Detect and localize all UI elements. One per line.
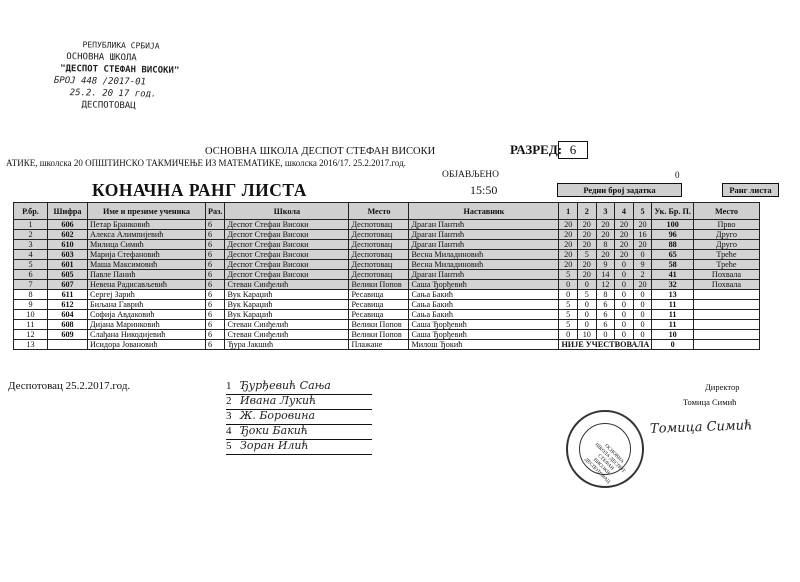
cell-school: Вук Караџић xyxy=(225,290,349,300)
cell-rank: Похвала xyxy=(693,280,759,290)
cell-rank: Друго xyxy=(693,230,759,240)
cell-teacher: Драган Пантић xyxy=(409,230,559,240)
cell-name: Алекса Алимпијевић xyxy=(88,230,206,240)
cell-total: 96 xyxy=(652,230,694,240)
cell-rank: Треће xyxy=(693,260,759,270)
signature-line xyxy=(226,380,372,395)
handwritten-signature: Ђоки Бакић xyxy=(240,424,308,437)
signature-number: 2 xyxy=(226,395,232,407)
cell-teacher: Сања Бакић xyxy=(409,290,559,300)
ranking-table xyxy=(13,202,760,350)
cell-school: Стеван Синђелић xyxy=(225,320,349,330)
director-title: Директор xyxy=(705,382,740,392)
cell-rank xyxy=(693,290,759,300)
cell-total: 10 xyxy=(652,330,694,340)
cell-code: 610 xyxy=(48,240,88,250)
signature-number: 3 xyxy=(226,410,232,422)
cell-t5: 0 xyxy=(633,310,652,320)
list-title: КОНАЧНА РАНГ ЛИСТА xyxy=(92,180,307,200)
cell-rb: 4 xyxy=(14,250,48,260)
table-row xyxy=(14,320,760,330)
cell-place: Деспотовац xyxy=(349,270,409,280)
school-name: ОСНОВНА ШКОЛА ДЕСПОТ СТЕФАН ВИСОКИ xyxy=(205,146,436,157)
cell-school: Стеван Синђелић xyxy=(225,330,349,340)
cell-t4: 0 xyxy=(615,290,634,300)
cell-t1: 20 xyxy=(559,260,578,270)
cell-place: Деспотовац xyxy=(349,230,409,240)
column-header: 4 xyxy=(615,203,634,220)
cell-name: Милица Симић xyxy=(88,240,206,250)
cell-teacher: Драган Пантић xyxy=(409,220,559,230)
registry-stamp xyxy=(51,39,192,113)
table-row xyxy=(14,250,760,260)
handwritten-signature: Ђурђевић Сања xyxy=(240,379,331,392)
cell-t2: 0 xyxy=(578,280,597,290)
cell-name: Маша Максимовић xyxy=(88,260,206,270)
cell-t1: 0 xyxy=(559,290,578,300)
table-row xyxy=(14,230,760,240)
cell-t2: 20 xyxy=(578,260,597,270)
cell-teacher: Сања Бакић xyxy=(409,310,559,320)
column-header: Место xyxy=(349,203,409,220)
cell-name: Невена Радисављевић xyxy=(88,280,206,290)
cell-grade: 6 xyxy=(206,330,225,340)
cell-grade: 6 xyxy=(206,220,225,230)
cell-t4: 0 xyxy=(615,310,634,320)
cell-total: 32 xyxy=(652,280,694,290)
stamp-line: ОСНОВНА ШКОЛА xyxy=(66,52,137,64)
cell-t3: 0 xyxy=(596,330,615,340)
cell-rank xyxy=(693,320,759,330)
cell-t1: 20 xyxy=(559,230,578,240)
director-signature: Томица Симић xyxy=(649,418,753,437)
cell-place: Деспотовац xyxy=(349,240,409,250)
cell-code: 603 xyxy=(48,250,88,260)
cell-t3: 6 xyxy=(596,300,615,310)
cell-t5: 2 xyxy=(633,270,652,280)
tasks-header: Редни број задатка xyxy=(557,183,682,197)
cell-total: 100 xyxy=(652,220,694,230)
cell-t5: 0 xyxy=(633,320,652,330)
cell-grade: 6 xyxy=(206,270,225,280)
cell-grade: 6 xyxy=(206,230,225,240)
cell-t5: 0 xyxy=(633,300,652,310)
place-date: Деспотовац 25.2.2017.год. xyxy=(8,380,131,392)
school-seal xyxy=(566,410,644,488)
table-row xyxy=(14,240,760,250)
cell-school: Вук Караџић xyxy=(225,300,349,310)
column-header: Наставник xyxy=(409,203,559,220)
published-value: 0 xyxy=(675,170,680,180)
cell-name: Петар Бранковић xyxy=(88,220,206,230)
cell-t3: 12 xyxy=(596,280,615,290)
cell-t4: 0 xyxy=(615,260,634,270)
cell-rank xyxy=(693,310,759,320)
cell-total: 88 xyxy=(652,240,694,250)
cell-rank: Похвала xyxy=(693,270,759,280)
cell-rank xyxy=(693,340,759,350)
cell-code xyxy=(48,340,88,350)
cell-name: Слађана Никодијевић xyxy=(88,330,206,340)
cell-rb: 6 xyxy=(14,270,48,280)
table-row xyxy=(14,310,760,320)
cell-total: 65 xyxy=(652,250,694,260)
cell-total: 41 xyxy=(652,270,694,280)
table-header-row xyxy=(14,203,760,220)
cell-code: 611 xyxy=(48,290,88,300)
signature-number: 4 xyxy=(226,425,232,437)
cell-place: Деспотовац xyxy=(349,250,409,260)
stamp-line: РЕПУБЛИКА СРБИЈА xyxy=(82,40,160,51)
cell-t4: 20 xyxy=(615,220,634,230)
table-row xyxy=(14,330,760,340)
cell-teacher: Саша Ђорђевић xyxy=(409,320,559,330)
table-row xyxy=(14,220,760,230)
cell-t3: 9 xyxy=(596,260,615,270)
table-row xyxy=(14,270,760,280)
cell-name: Марија Стефановић xyxy=(88,250,206,260)
cell-t2: 20 xyxy=(578,240,597,250)
cell-rank: Треће xyxy=(693,250,759,260)
cell-place: Ресавица xyxy=(349,310,409,320)
table-row xyxy=(14,300,760,310)
cell-place: Велики Попов xyxy=(349,320,409,330)
cell-grade: 6 xyxy=(206,280,225,290)
cell-teacher: Сања Бакић xyxy=(409,300,559,310)
cell-t2: 0 xyxy=(578,310,597,320)
cell-total: 13 xyxy=(652,290,694,300)
cell-t2: 5 xyxy=(578,290,597,300)
cell-t4: 20 xyxy=(615,250,634,260)
cell-t4: 0 xyxy=(615,300,634,310)
cell-school: Деспот Стефан Високи xyxy=(225,260,349,270)
cell-t1: 0 xyxy=(559,280,578,290)
cell-t2: 0 xyxy=(578,320,597,330)
cell-grade: 6 xyxy=(206,300,225,310)
cell-school: Деспот Стефан Високи xyxy=(225,240,349,250)
cell-t5: 20 xyxy=(633,280,652,290)
cell-t4: 0 xyxy=(615,330,634,340)
cell-t3: 20 xyxy=(596,220,615,230)
cell-t1: 0 xyxy=(559,330,578,340)
cell-name: Исидора Јовановић xyxy=(88,340,206,350)
cell-grade: 6 xyxy=(206,260,225,270)
cell-code: 605 xyxy=(48,270,88,280)
cell-t2: 0 xyxy=(578,300,597,310)
cell-grade: 6 xyxy=(206,320,225,330)
cell-grade: 6 xyxy=(206,310,225,320)
handwritten-signature: Зоран Илић xyxy=(240,439,309,452)
signature-number: 5 xyxy=(226,440,232,452)
cell-t1: 20 xyxy=(559,220,578,230)
cell-name: Софија Авдаковић xyxy=(88,310,206,320)
signature-line xyxy=(226,425,372,440)
cell-total: 11 xyxy=(652,320,694,330)
signature-line xyxy=(226,410,372,425)
cell-t4: 0 xyxy=(615,270,634,280)
column-header: Име и презиме ученика xyxy=(88,203,206,220)
grade-value: 6 xyxy=(558,141,588,159)
cell-school: Деспот Стефан Високи xyxy=(225,250,349,260)
cell-code: 604 xyxy=(48,310,88,320)
cell-place: Велики Попов xyxy=(349,330,409,340)
published-label: ОБЈАВЉЕНО xyxy=(442,170,500,180)
cell-teacher: Весна Миладиновић xyxy=(409,260,559,270)
cell-rb: 7 xyxy=(14,280,48,290)
stamp-line: БРОЈ 448 /2017-01 xyxy=(53,75,147,88)
cell-t2: 20 xyxy=(578,270,597,280)
cell-code: 601 xyxy=(48,260,88,270)
cell-teacher: Саша Ђорђевић xyxy=(409,330,559,340)
cell-school: Деспот Стефан Високи xyxy=(225,220,349,230)
cell-t5: 20 xyxy=(633,240,652,250)
column-header: Школа xyxy=(225,203,349,220)
handwritten-signature: Ж. Боровина xyxy=(240,409,316,422)
cell-rb: 10 xyxy=(14,310,48,320)
cell-name: Дијана Маринковић xyxy=(88,320,206,330)
cell-t3: 20 xyxy=(596,230,615,240)
cell-code: 608 xyxy=(48,320,88,330)
cell-school: Вук Караџић xyxy=(225,310,349,320)
cell-teacher: Весна Миладиновић xyxy=(409,250,559,260)
cell-total: 11 xyxy=(652,310,694,320)
cell-name: Сергеј Зарић xyxy=(88,290,206,300)
cell-rb: 12 xyxy=(14,330,48,340)
cell-teacher: Саша Ђорђевић xyxy=(409,280,559,290)
grade-label: РАЗРЕД: xyxy=(510,142,563,157)
cell-teacher: Милош Ђокић xyxy=(409,340,559,350)
rank-header: Ранг листа xyxy=(722,183,779,197)
cell-t5: 0 xyxy=(633,290,652,300)
cell-t5: 20 xyxy=(633,220,652,230)
cell-absent: НИЈЕ УЧЕСТВОВАЛА xyxy=(559,340,652,350)
cell-name: Павле Панић xyxy=(88,270,206,280)
cell-t3: 20 xyxy=(596,250,615,260)
cell-rank: Прво xyxy=(693,220,759,230)
cell-t1: 5 xyxy=(559,270,578,280)
cell-total: 58 xyxy=(652,260,694,270)
cell-rank xyxy=(693,330,759,340)
cell-rb: 13 xyxy=(14,340,48,350)
cell-code: 602 xyxy=(48,230,88,240)
table-row xyxy=(14,280,760,290)
cell-grade: 6 xyxy=(206,340,225,350)
column-header: Р.бр. xyxy=(14,203,48,220)
cell-t5: 9 xyxy=(633,260,652,270)
signature-line xyxy=(226,395,372,410)
column-header: Ук. Бр. П. xyxy=(652,203,694,220)
cell-code: 607 xyxy=(48,280,88,290)
stamp-line: "ДЕСПОТ СТЕФАН ВИСОКИ" xyxy=(60,63,180,76)
cell-t5: 0 xyxy=(633,250,652,260)
cell-rb: 3 xyxy=(14,240,48,250)
commission-signatures xyxy=(226,380,372,455)
cell-t1: 5 xyxy=(559,300,578,310)
column-header: 1 xyxy=(559,203,578,220)
cell-name: Биљана Гаврић xyxy=(88,300,206,310)
cell-school: Деспот Стефан Високи xyxy=(225,230,349,240)
cell-school: Стеван Синђелић xyxy=(225,280,349,290)
cell-grade: 6 xyxy=(206,240,225,250)
cell-t3: 6 xyxy=(596,320,615,330)
cell-rank: Друго xyxy=(693,240,759,250)
cell-rb: 8 xyxy=(14,290,48,300)
cell-t1: 5 xyxy=(559,310,578,320)
cell-grade: 6 xyxy=(206,250,225,260)
cell-rb: 2 xyxy=(14,230,48,240)
column-header: 5 xyxy=(633,203,652,220)
stamp-line: 25.2. 20 17 год. xyxy=(69,88,157,100)
cell-rb: 11 xyxy=(14,320,48,330)
table-row xyxy=(14,340,760,350)
cell-t5: 0 xyxy=(633,330,652,340)
cell-rank xyxy=(693,300,759,310)
column-header: 2 xyxy=(578,203,597,220)
cell-place: Ресавица xyxy=(349,300,409,310)
handwritten-signature: Ивана Лукић xyxy=(240,394,317,407)
seal-text: ОСНОВНА ШКОЛА ДЕСПОТ СТЕФАН ВИСОКИ ДЕСПОТОВАЦ xyxy=(583,442,626,485)
director-name: Томица Симић xyxy=(683,397,737,407)
cell-total: 11 xyxy=(652,300,694,310)
seal-inner-ring xyxy=(579,423,631,485)
cell-t1: 20 xyxy=(559,250,578,260)
cell-t1: 20 xyxy=(559,240,578,250)
cell-total: 0 xyxy=(652,340,694,350)
signature-line xyxy=(226,440,372,455)
cell-t3: 14 xyxy=(596,270,615,280)
cell-place: Деспотовац xyxy=(349,220,409,230)
table-row xyxy=(14,290,760,300)
column-header: 3 xyxy=(596,203,615,220)
cell-place: Деспотовац xyxy=(349,260,409,270)
cell-place: Велики Попов xyxy=(349,280,409,290)
signature-number: 1 xyxy=(226,380,232,392)
cell-t4: 20 xyxy=(615,230,634,240)
column-header: Шифра xyxy=(48,203,88,220)
cell-rb: 9 xyxy=(14,300,48,310)
cell-teacher: Драган Пантић xyxy=(409,270,559,280)
publish-time: 15:50 xyxy=(470,183,498,197)
cell-rb: 5 xyxy=(14,260,48,270)
cell-t2: 10 xyxy=(578,330,597,340)
cell-t4: 0 xyxy=(615,280,634,290)
cell-school: Деспот Стефан Високи xyxy=(225,270,349,280)
cell-place: Плажане xyxy=(349,340,409,350)
cell-rb: 1 xyxy=(14,220,48,230)
column-header: Раз. xyxy=(206,203,225,220)
column-header: Место xyxy=(693,203,759,220)
cell-grade: 6 xyxy=(206,290,225,300)
cell-t5: 16 xyxy=(633,230,652,240)
cell-code: 606 xyxy=(48,220,88,230)
cell-t2: 20 xyxy=(578,230,597,240)
cell-school: Ђура Јакшић xyxy=(225,340,349,350)
cell-t3: 8 xyxy=(596,290,615,300)
cell-code: 609 xyxy=(48,330,88,340)
cell-t2: 5 xyxy=(578,250,597,260)
cell-place: Ресавица xyxy=(349,290,409,300)
cell-t4: 20 xyxy=(615,240,634,250)
cell-t2: 20 xyxy=(578,220,597,230)
cell-t3: 8 xyxy=(596,240,615,250)
cell-t1: 5 xyxy=(559,320,578,330)
cell-t4: 0 xyxy=(615,320,634,330)
cell-t3: 6 xyxy=(596,310,615,320)
table-row xyxy=(14,260,760,270)
competition-title: АТИКЕ, школска 20 ОПШТИНСКО ТАКМИЧЕЊЕ ИЗ МАТЕМАТИКЕ, школска 2016/17. 25.2.2017.год. xyxy=(6,158,406,168)
cell-code: 612 xyxy=(48,300,88,310)
stamp-line: ДЕСПОТОВАЦ xyxy=(81,100,136,112)
cell-teacher: Драган Пантић xyxy=(409,240,559,250)
